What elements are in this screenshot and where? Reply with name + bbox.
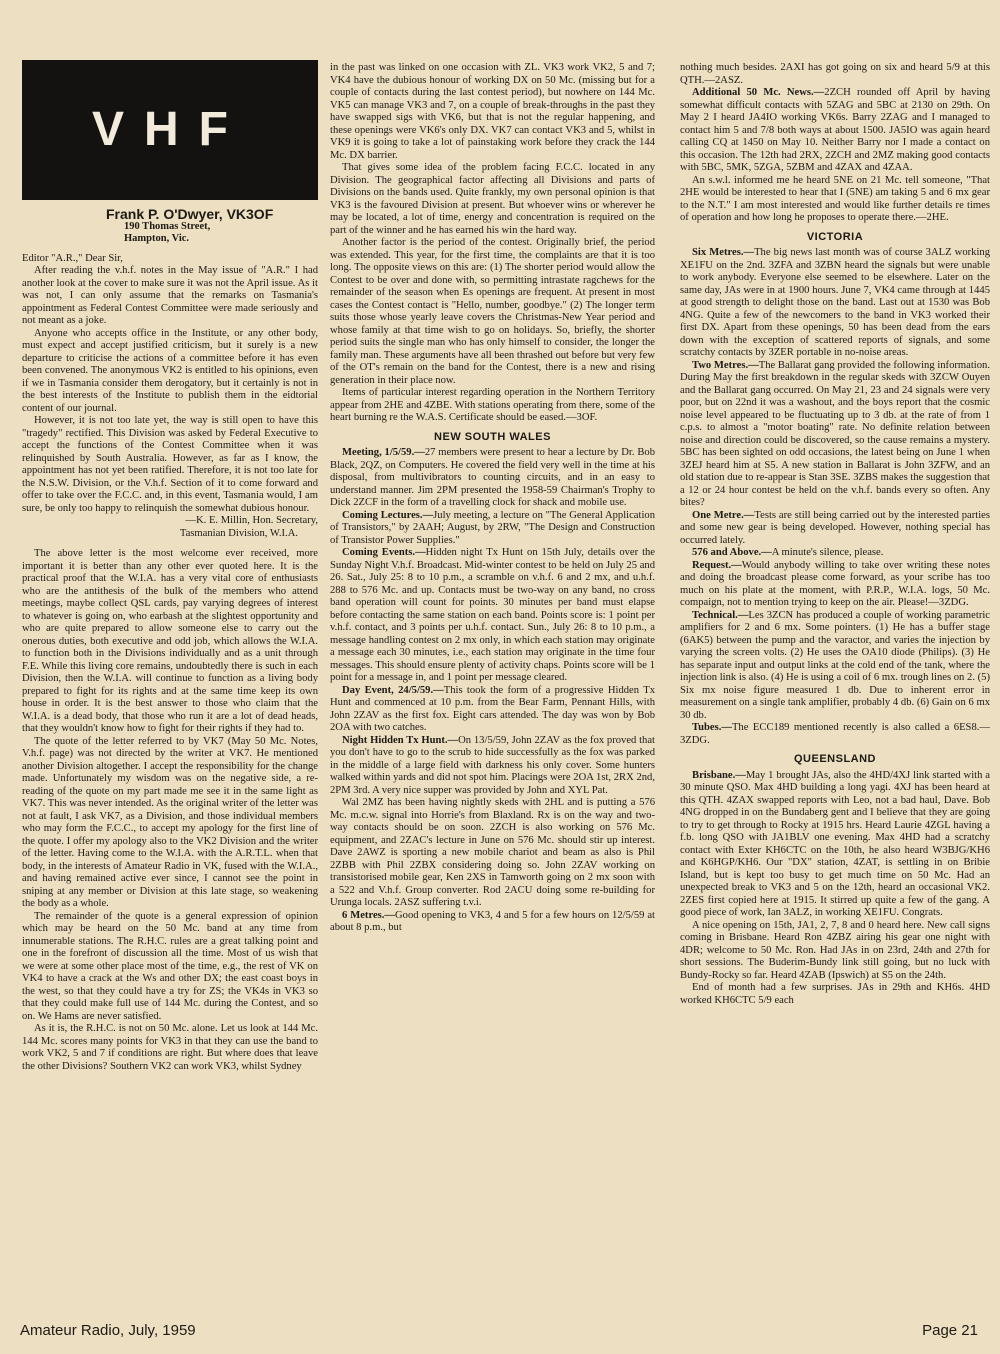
paragraph: Items of particular interest regarding operation in the Northern Territory appear from 2HE and 4ZBE. With stations operating from there, some of the heart burning re the W.A.S. Certificate should be eased.—3OF. (330, 387, 655, 423)
paragraph-text: Les 3ZCN has produced a couple of working parametric amplifiers for 2 and 6 mx. Some pointers. (1) He has a buffer stage (6AK5) between the pump and the varactor, and varies the injection by varying the screen volts. (2) He uses the OA10 diode (Philips). (3) He has separate input and output links at the cold end of the tank, where the injection link is also. (4) He is using a coil of 6 mx. trough lines on 2. (5) Six mx noise figure measured 1 db. Due to inherent error in measurement on a single tank amplifier, probably 4 db. (6) Gain on 6 mx 30 db. (680, 609, 990, 721)
paragraph-text: The Ballarat gang provided the following information. During May the first breakdown in the regular skeds with 3ZCW Ouyen and the Ballarat gang occurred. On May 21, 23 and 24 signals were very poor, but on 22nd it was a washout, and the boys report that the cosmic noise level appeared to be fluctuating up to 3 db. at the rate of from 1 c.p.s. to almost a "motor boating" rate. No definite relation between noise and direction could be discovered, so the cause remains a mystery. 5BC has been sighted on odd occasions, the latest being on June 1 when 3ZEJ heard him at S5. A new station in Ballarat is John 3ZFW, and an old station due to re-appear is Stan 3SE. 3ZBS makes the suggestion that a 12 or 24 hour contest be held on the v.h.f. bands every so often. Any bites? (680, 359, 990, 508)
paragraph: However, it is not too late yet, the way is still open to have this "tragedy" rectified. This Division was asked by Federal Executive to accept the functions of the Contest Committee when it was relinquished by South Australia. However, as far as I know, the appointment has not yet been ratified. Therefore, it is not too late for the N.S.W. Division, or the V.h.f. Section of it to come forward and offer to take over the F.C.C. and, in this event, Tasmania would, I am sure, be only too happy to relinquish the somewhat dubious honour. (22, 415, 318, 514)
paragraph: in the past was linked on one occasion with ZL. VK3 work VK2, 5 and 7; VK4 have the dubious honour of working DX on 50 Mc. (missing but for a couple of contacts during the last contest period), but nowhere on 144 Mc. VK5 can manage VK3 and 7, on a couple of break-throughs in the past they have swapped sigs with VK6, but that is not the regular happening, and these openings were VK6's only DX. VK7 can contact VK3 and 5, whilst in VK9 it is going to take a lot of painstaking work before they crack the 144 Mc. DX barrier. (330, 62, 655, 161)
footer-page-number: Page 21 (922, 1322, 978, 1339)
letter-signature-division: Tasmanian Division, W.I.A. (179, 527, 298, 539)
paragraph: The remainder of the quote is a general expression of opinion which may be heard on the 50 Mc. band at any time from innumerable stations. The R.H.C. rules are a great talking point and one in the forefront of discussion all the time. Most of us wish that we were at some other place most of the time, e.g., the rest of VK on VK4 to have a crack at the Ws and other DX; the east coast boys in the west, so that they could have a try for ZS; the VK4s in VK3 so that they could make full use of 144 Mc. during the Contest, and so on. We Hams are never satisfied. (22, 910, 318, 1022)
paragraph: nothing much besides. 2AXI has got going on six and heard 5/9 at this QTH.—2ASZ. (680, 62, 990, 86)
section-heading-victoria: VICTORIA (806, 230, 864, 243)
banner-title: VHF (92, 102, 248, 156)
run-in-heading: Tubes.— (692, 722, 732, 733)
section-heading-nsw: NEW SOUTH WALES (434, 430, 551, 443)
run-in-heading: 6 Metres.— (342, 909, 396, 921)
run-in-heading: Request.— (692, 559, 742, 571)
paragraph (330, 685, 655, 735)
author-town: Hampton, Vic. (124, 232, 190, 244)
section-banner (22, 60, 318, 200)
section-heading-queensland: QUEENSLAND (793, 753, 876, 765)
column-1 (22, 60, 318, 1310)
paragraph-text: 2ZCH rounded off April by having somewhat difficult contacts with 5ZAG and 5BC at 2130 on 29th. On May 2 I heard JA4IO working VK6s. Barry 2ZAG and I managed to contact him 5 and 7/8 both ways at about 1500. JA5IO was again heard calling CQ at 1450 on May 10. Neither Barry nor I made a contact on this occasion. The 12th had 2RX, 2ZCH and 2MZ making good contacts with 5BC, 5MK, 5ZGA, 5ZBM and 4ZAX and 4ZAA. (680, 87, 990, 173)
paragraph (680, 610, 990, 723)
run-in-heading: Coming Events.— (342, 547, 426, 558)
author-name: Frank P. O'Dwyer, VK3OF (106, 206, 274, 222)
run-in-heading: One Metre.— (692, 509, 755, 521)
paragraph (680, 87, 990, 175)
paragraph-text: The ECC189 mentioned recently is also called a 6ES8.—3ZDG. (680, 722, 990, 746)
paragraph-text: On 13/5/59, John 2ZAV as the fox proved that you don't have to go to the scrub to hide successfully as the fox was parked in the middle of a large field with darkness his only cover. Some hunters walked within yards and did not spot him. Placings were 2OA 1st, 2RX 2nd, 2PM 3rd. A very nice supper was provided by John and XYL Pat. (330, 734, 655, 796)
paragraph: An s.w.l. informed me he heard 5NE on 21 Mc. tell someone, "That 2HE would be interested to hear that I (5NE) am taking 5 and 6 mx gear to the N.T." I am most interested and would like further details re times of operation and how long he proposes to operate there.—2HE. (680, 174, 990, 223)
run-in-heading: Six Metres.— (692, 247, 755, 258)
paragraph-text: A minute's silence, please. (771, 547, 884, 558)
paragraph-text: The big news last month was of course 3ALZ working XE1FU on the 2nd. 3ZFA and 3ZBN heard the signals but were unable to work anybody. Everyone else seemed to be elsewhere. Later on the same day, JAs were in at 1900 hours. June 7, VK4 came through at 1445 at good strength to delight those on the band. Last out at 1530 was Bob 4NG. Quite a few of the newcomers to the band in VK3 worked their first DX. Apart from these openings, 50 has been dead from the ears down with the exception of scattered reports of signals, and some scratchy contacts by 3ZER portable in no-noise areas. (680, 247, 990, 358)
paragraph-text: May 1 brought JAs, also the 4HD/4XJ link started with a 30 minute QSO. Max 4HD building a long yagi. 4XJ has been heard at this QTH. 4ZAX swapped reports with Leo, not a bad haul, Dave. Bob 4NG dropped in on the Bundaberg gent and I believe that they are going to try to get through to Rocky at 1915 hrs. Heard Laurie 4ZGL having a f.b. long QSO with JA1BLV one evening. Max 4HD had a scratchy contact with Exter KH6CTC on the 10th, he also heard W3BJG/KH6 and K6HGP/KH6. Our "DX" station, 4ZAT, is settling in on Bribie Island, but is kept too busy to get much time on 50 Mc. Had an unexpected break to VK3 and 5 on the 12th, heard an occasional VK2. 2ZES first copied here at 1915. It stirred up quite a few of the gang. A good piece of work, Ian 3ALZ, in working XE1FU. Congrats. (680, 769, 990, 918)
paragraph (680, 510, 990, 548)
letter-signature: —K. E. Millin, Hon. Secretary, (185, 515, 318, 526)
run-in-heading: Two Metres.— (692, 359, 759, 371)
footer-publication: Amateur Radio, July, 1959 (20, 1322, 196, 1339)
run-in-heading: Coming Lectures.— (342, 509, 434, 521)
paragraph: That gives some idea of the problem facing F.C.C. located in any Division. The geographical factor affecting all Divisions and parts of Divisions on the bands used. Quite frankly, my own personal opinion is that VK3 is the favoured Division at present. But whoever wins or wherever he may be located, a lot of time, energy and concentration is required on the part of the winner and he has earned his win the hard way. (330, 162, 655, 236)
paragraph: After reading the v.h.f. notes in the May issue of "A.R." I had another look at the cover to make sure it was not the April issue. As it was not, I can only assume that the remarks on Tasmania's appointment as Federal Contest Committee were made seriously and not meant as a joke. (22, 265, 318, 326)
paragraph-text: July meeting, a lecture on "The General Application of Transistors," by 2AAH; August, by 2RW, "The Design and Construction of Transistor Power Supplies." (330, 509, 655, 546)
paragraph (680, 247, 990, 360)
paragraph-text: Would anybody willing to take over writing these notes and doing the broadcast please come forward, as your scribe has too much on his plate at the moment, with P.R.P., W.I.A. logs, 50 Mc. compaign, not to mention trying to keep on the air. Please!—3ZDG. (680, 559, 990, 608)
paragraph (330, 447, 655, 510)
paragraph: The quote of the letter referred to by VK7 (May 50 Mc. Notes, V.h.f. page) was not directed by the writer at VK7. He mentioned another Division altogether. I accept the responsibility for the change made. Unfortunately my wisdom was on the negative side, a re-reading of the quote on my part made me see it in the same light as VK7. This was never intended. As the original writer of the letter was not at fault, I ask VK7, as a Division, and those individual members who may form the F.C.C., to accept my apology for the first line of the quote. I offer my apology also to the VK2 Division and the writer of the letter. Having come to the W.I.A. with the A.R.T.L. when that body, in the interests of Amateur Radio in VK, fused with the W.I.A., and having remained active ever since, I cannot see the point in sniping at any member or Division at this late stage, so weakening the body as a whole. (22, 735, 318, 909)
paragraph-text: Good opening to VK3, 4 and 5 for a few hours on 12/5/59 at about 8 p.m., but (330, 909, 655, 933)
paragraph-text: 27 members were present to hear a lecture by Dr. Bob Black, 2QZ, on Computers. He covered the field very well in the time at his disposal, from multivibrators to counting circuits, and in an easy to understand manner. Jim 2PM presented the 1958-59 Chairman's Trophy to Dick 2ZCF in the form of a travelling clock for shack and mobile use. (330, 447, 655, 508)
paragraph (680, 360, 990, 510)
author-street: 190 Thomas Street, (124, 220, 211, 232)
paragraph: A nice opening on 15th, JA1, 2, 7, 8 and 0 heard here. New call signs coming in Brisbane. Heard Ron 4ZBZ airing his gear one night with 4DR; welcome to 50 Mc. Ron. Had JAs in on 23rd, 24th and 27th for short sessions. The Buderim-Bundy link still going, but no luck with Bundy-Rocky so far. Heard 4ZAB (Ipswich) at S5 on the 24th. (680, 919, 990, 981)
paragraph: As it is, the R.H.C. is not on 50 Mc. alone. Let us look at 144 Mc. 144 Mc. scores many points for VK3 in that they can use the band to work VK2, 5 and 7 if conditions are right. But where does that leave the other Divisions? Southern VK2 can work VK3, whilst Sydney (22, 1023, 318, 1072)
letter-salutation: Editor "A.R.," Dear Sir, (22, 252, 123, 264)
run-in-heading: Brisbane.— (692, 769, 746, 781)
paragraph (330, 547, 655, 685)
paragraph: The above letter is the most welcome ever received, more important it is better than any other ever quoted here. It is the practical proof that the W.I.A. has a very vital core of enthusiasts who are the antithesis of the bulk of the members who attend meetings, maybe collect QSL cards, pay varying degrees of interest to whatever is going on, who earbash at the slightest opportunity and who are quite prepared to allow someone else to carry out the onerous duties, both executive and odd job, which allows the W.I.A. to function both in the Divisions individually and as a unit through F.E. While this living core remains, undoubtedly there is such in each Division, then the W.I.A. will continue to function as a living body prepared to fight for its rights and at the same time keep its own house in order. It is the best answer to those who claim that the W.I.A. is a dead body, that those who run it are a lot of dead heads, that they wouldn't know how to fight for their rights if they had to. (22, 548, 318, 734)
paragraph (330, 735, 655, 798)
paragraph (680, 560, 990, 610)
paragraph: Anyone who accepts office in the Institute, or any other body, must expect and accept justified criticism, but it surely is a new departure to criticise the actions of a committee before it has even been convened. The anonymous VK2 is entitled to his opinions, even if we in Tasmania consider them derogatory, but it certainly is not in the best interests of the Institute to publish them in the eidtorial content of our journal. (22, 327, 318, 414)
column-2 (330, 62, 655, 1312)
run-in-heading: Meeting, 1/5/59.— (342, 447, 425, 458)
paragraph: Wal 2MZ has been having nightly skeds with 2HL and is putting a 576 Mc. m.c.w. signal into Horrie's from Blaxland. Rx is on the way and two-way contacts should be on soon. 2ZCH is also working on 576 Mc. equipment, and 2ZAC's lecture in June on 576 Mc. should stir up interest. Dave 2AWZ is sporting a new mobile chariot and beam as also is Phil 2ZBB with Phil 2ZBX considering doing so. John 2ZAV working on transistorised mobile gear, Ken 2XS in Tamworth going on 2 mx soon with a 522 and V.h.f. Group converter. Rod 2ACU doing some re-building for Urunga locals. 2ASZ suffering t.v.i. (330, 797, 655, 908)
run-in-heading: Day Event, 24/5/59.— (342, 684, 444, 696)
run-in-heading: Night Hidden Tx Hunt.— (342, 734, 459, 746)
paragraph: End of month had a few surprises. JAs in 29th and KH6s. 4HD worked KH6CTC 5/9 each (680, 982, 990, 1006)
paragraph (680, 722, 990, 747)
paragraph: Another factor is the period of the contest. Originally brief, the period was extended. This year, for the first time, the complaints are that it is too long. The opposite views on this are: (1) The shorter period would allow the Contest to be over and done with, so permitting intrastate ragchews for the remainder of the season when Es openings are frequent. At present in most cases the Contest contact is "Hello, number, goodbye." (2) The longer term suits those whose yearly leave covers the Christmas-New Year period and whose family at that time wish to go on holidays. So, briefly, the shorter period suits the single man who has only himself to consider, the longer the family man. These arguments have all been thrashed out before but very few of the OT's remain on the band for the Contest, there is a new and rising generation in their place now. (330, 237, 655, 386)
paragraph-text: This took the form of a progressive Hidden Tx Hunt and commenced at 10 p.m. from the Bear Farm, Pennant Hills, with John 2ZAV as the first fox. Eight cars attended. The day was won by Bob 2OA with two catches. (330, 684, 655, 733)
column-3 (680, 62, 990, 1312)
paragraph-text: Hidden night Tx Hunt on 15th July, details over the Sunday Night V.h.f. Broadcast. Mid-winter contest to be held on July 25 and 26. Sat., July 25: 8 to 10 p.m., a scramble on v.h.f. 6 and 2 mx, and u.h.f. 288 to 576 Mc. and up. Contacts must be two-way on any band, no cross band operation will count for points. 30 minutes per band must elapse before contacting the same station on each band. Points score is: 1 point per v.h.f. contact, and 3 points per u.h.f. contact. Sun., July 26: 8 to 10 p.m., a message handling contest on 2 mx only, in which each station may originate a message each 30 minutes, i.e., each station may originate in the time four messages. This should ensure plenty of activity chaps. Points score will be 1 point for a message in, and 1 point per message cleared. (330, 547, 655, 683)
paragraph (680, 547, 990, 560)
paragraph (330, 910, 655, 935)
paragraph-text: Tests are still being carried out by the interested parties and some new gear is being developed. However, nothing special has occurred lately. (680, 509, 990, 546)
paragraph (330, 510, 655, 548)
run-in-heading: Additional 50 Mc. News.— (692, 87, 825, 98)
run-in-heading: Technical.— (692, 609, 749, 621)
paragraph (680, 770, 990, 920)
run-in-heading: 576 and Above.— (692, 547, 772, 558)
